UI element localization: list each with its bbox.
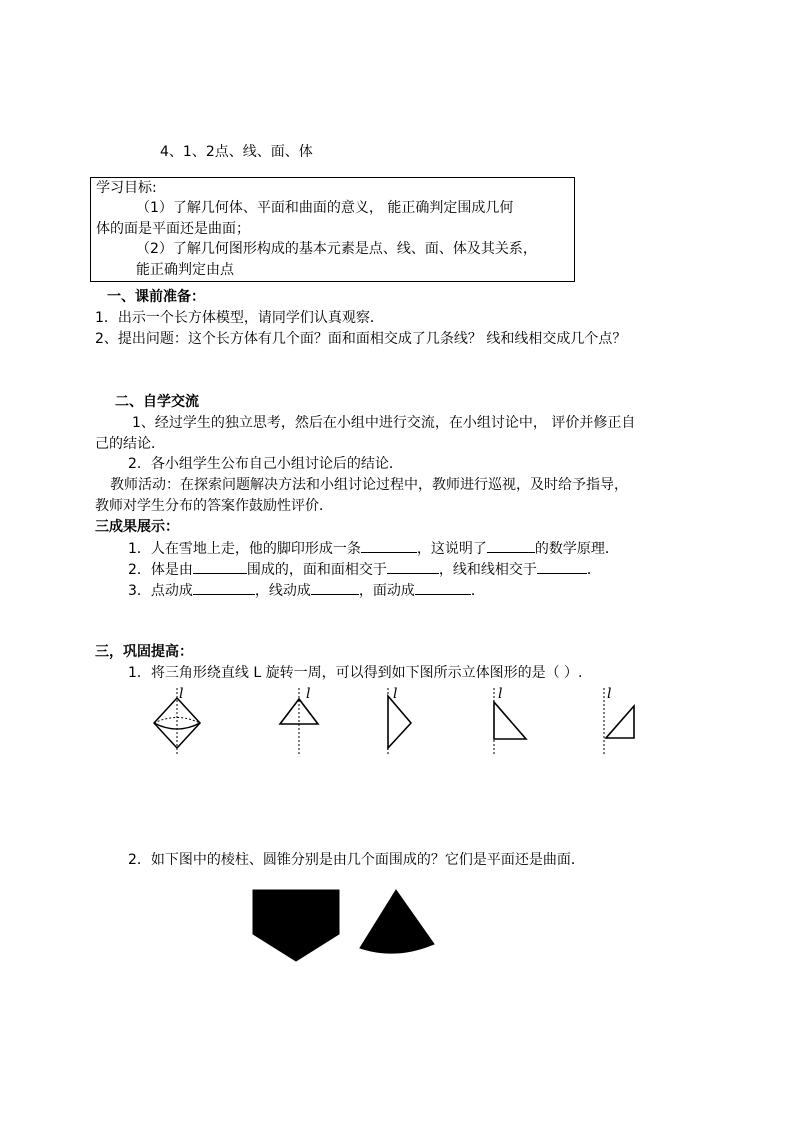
axis-label: l <box>179 686 184 702</box>
objectives-box <box>90 177 575 282</box>
answer-blank[interactable] <box>487 538 535 553</box>
section2-title: 二、自学交流 <box>115 394 199 410</box>
figure-right-triangle-offset <box>598 686 640 756</box>
objectives-heading: 学习目标: <box>96 180 157 196</box>
answer-blank[interactable] <box>387 559 439 574</box>
answer-blank[interactable] <box>311 580 359 595</box>
section2-para3-line1: 教师活动：在探索问题解决方法和小组讨论过程中，教师进行巡视，及时给予指导， <box>110 477 628 493</box>
section2-para1-line1: 1、经过学生的独立思考，然后在小组中进行交流，在小组讨论中， 评价并修正自 <box>132 415 636 431</box>
section1-title: 一、课前准备： <box>107 289 205 305</box>
axis-label: l <box>498 686 503 702</box>
section1-item-1: 1．出示一个长方体模型，请同学们认真观察． <box>95 310 384 326</box>
figure-triangle-vertical-edge <box>381 686 421 756</box>
axis-label: l <box>607 686 612 702</box>
section3-question-3: 3．点动成 ，线动成 ，面动成 ． <box>128 580 485 601</box>
section2-para1-line2: 己的结论． <box>95 436 165 452</box>
section3-title: 三成果展示： <box>95 519 179 535</box>
triangle-outline <box>494 702 526 739</box>
lesson-title: 4、1、2点、线、面、体 <box>160 144 313 160</box>
section3-question-2: 2．体是由 围成的，面和面相交于 ，线和线相交于 ． <box>128 559 601 580</box>
objective-line-3: （2）了解几何图形构成的基本元素是点、线、面、体及其关系， <box>136 241 537 257</box>
triangle-outline <box>388 696 411 748</box>
section1-item-2: 2、提出问题：这个长方体有几个面？面和面相交成了几条线？ 线和线相交成几个点？ <box>95 331 627 347</box>
answer-blank[interactable] <box>537 559 587 574</box>
section3-question-1: 1．人在雪地上走，他的脚印形成一条 ，这说明了 的数学原理． <box>128 538 619 559</box>
answer-blank[interactable] <box>193 559 247 574</box>
figure-bicone <box>150 686 206 756</box>
triangle-outline <box>606 706 634 738</box>
objective-line-1: （1）了解几何体、平面和曲面的意义， 能正确判定围成几何 <box>136 200 514 216</box>
section4-title: 三，巩固提高： <box>95 644 193 660</box>
objective-line-4: 能正确判定由点 <box>136 262 234 278</box>
section2-para2: 2．各小组学生公布自己小组讨论后的结论． <box>128 456 403 472</box>
cone-silhouette <box>360 890 434 953</box>
section2-para3-line2: 教师对学生分布的答案作鼓励性评价． <box>95 498 333 514</box>
figure-cone-sector <box>358 888 438 956</box>
figure-prism <box>252 889 340 963</box>
figure-triangle-symmetric <box>278 686 318 756</box>
answer-blank[interactable] <box>415 580 471 595</box>
figure-right-triangle <box>488 686 532 756</box>
section4-question-1: 1．将三角形绕直线 L 旋转一周，可以得到如下图所示立体图形的是（ ）. <box>128 665 583 681</box>
answer-blank[interactable] <box>193 580 255 595</box>
axis-label: l <box>393 686 398 702</box>
answer-blank[interactable] <box>361 538 417 553</box>
prism-silhouette <box>253 890 339 961</box>
objective-line-2: 体的面是平面还是曲面； <box>96 221 250 237</box>
axis-label: l <box>306 686 311 702</box>
section4-question-2: 2．如下图中的棱柱、圆锥分别是由几个面围成的？它们是平面还是曲面． <box>128 852 585 868</box>
